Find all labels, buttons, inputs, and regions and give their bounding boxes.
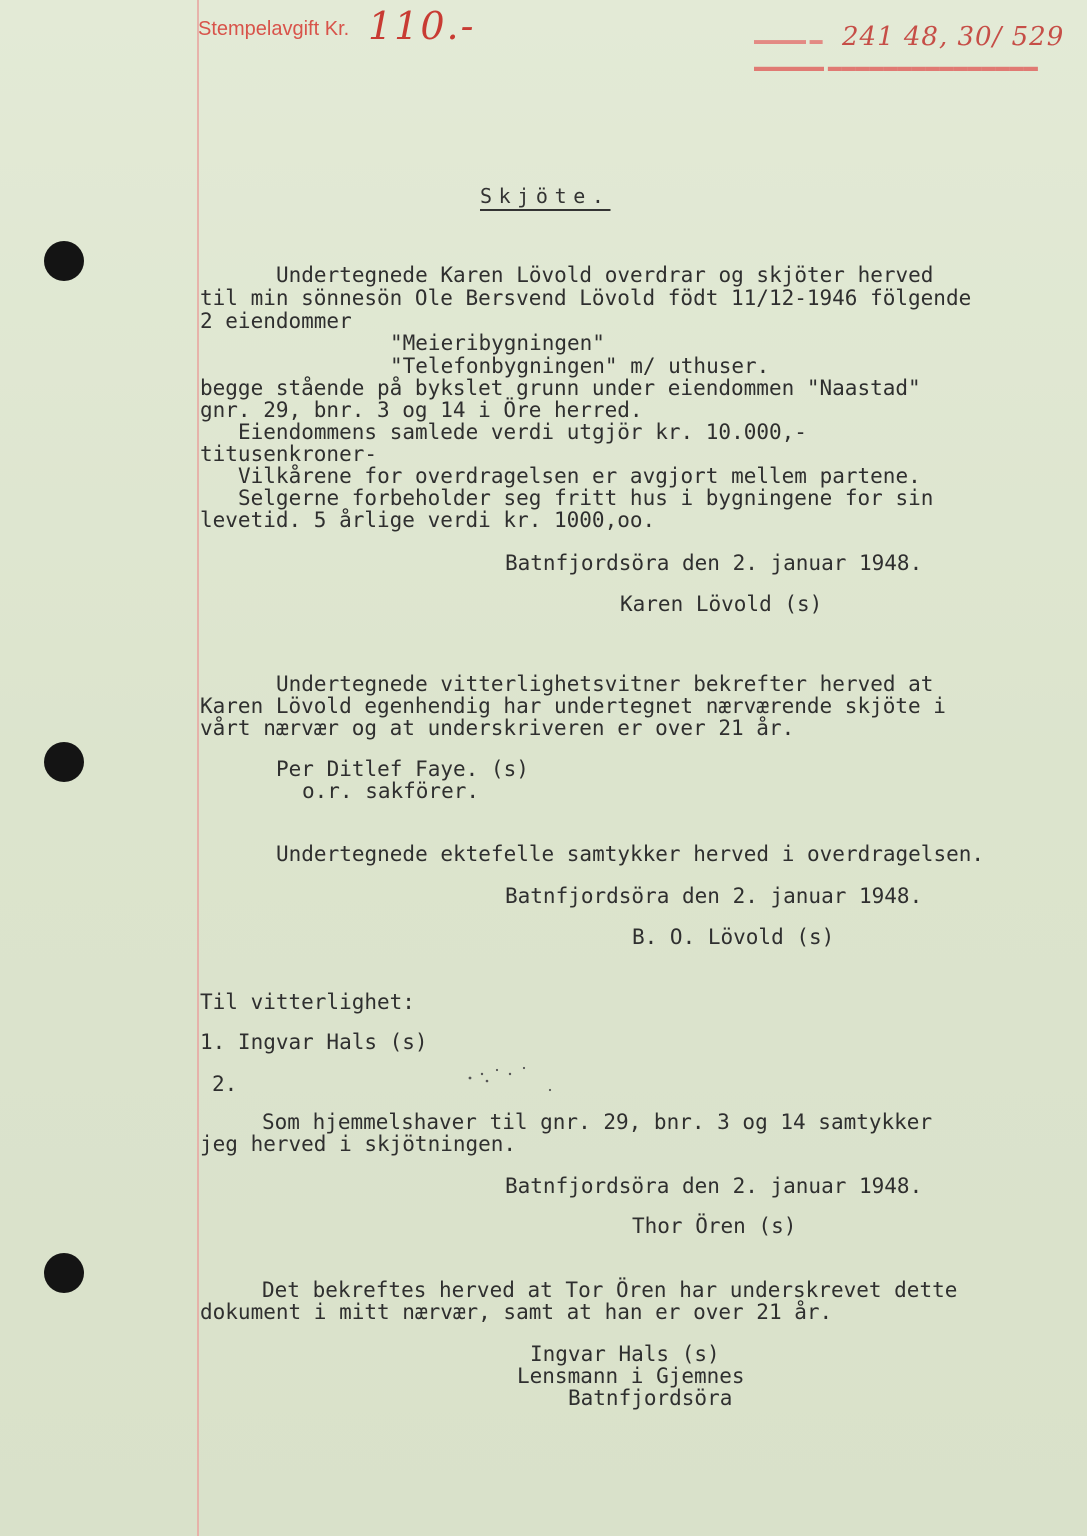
document-title: Skjöte.: [480, 184, 611, 208]
margin-line: [197, 0, 199, 1536]
text-line: Undertegnede Karen Lövold overdrar og skjöter herved: [276, 263, 934, 287]
date-line: Batnfjordsöra den 2. januar 1948.: [505, 551, 923, 575]
text-line: Eiendommens samlede verdi utgjör kr. 10.000,-: [238, 420, 807, 444]
registry-stamp-prefix: ▬▬▬▬ ▬: [754, 32, 823, 47]
registry-number: 241 48, 30/ 529: [842, 22, 1065, 52]
signature-line: Ingvar Hals (s): [530, 1342, 720, 1366]
text-line: dokument i mitt nærvær, samt at han er over 21 år.: [200, 1300, 833, 1324]
text-line: vårt nærvær og at underskriveren er over 21 år.: [200, 716, 795, 740]
registry-office-stamp: ▬▬▬▬▬ ▬▬▬▬▬▬▬▬▬▬▬▬▬▬▬: [754, 58, 1038, 74]
text-line: Karen Lövold egenhendig har undertegnet nærværende skjöte i: [200, 694, 946, 718]
text-line: Til vitterlighet:: [200, 990, 415, 1014]
text-line: Vilkårene for overdragelsen er avgjort mellem partene.: [238, 464, 921, 488]
date-line: Batnfjordsöra den 2. januar 1948.: [505, 884, 923, 908]
text-line: "Meieribygningen": [390, 331, 605, 355]
ink-speck-marks: [462, 1064, 552, 1094]
text-line: o.r. sakförer.: [302, 779, 480, 803]
stamp-duty-amount: 110.-: [368, 4, 476, 48]
text-line: levetid. 5 årlige verdi kr. 1000,oo.: [200, 508, 656, 532]
text-line: 2 eiendommer: [200, 309, 352, 333]
text-line: Selgerne forbeholder seg fritt hus i bygningene for sin: [238, 486, 934, 510]
text-line: titusenkroner-: [200, 442, 378, 466]
text-line: Det bekreftes herved at Tor Ören har underskrevet dette: [262, 1278, 958, 1302]
date-line: Batnfjordsöra den 2. januar 1948.: [505, 1174, 923, 1198]
punch-hole-bottom: [44, 1253, 84, 1293]
text-line: Som hjemmelshaver til gnr. 29, bnr. 3 og 14 samtykker: [262, 1110, 933, 1134]
text-line: jeg herved i skjötningen.: [200, 1132, 517, 1156]
signature-line: 1. Ingvar Hals (s): [200, 1030, 428, 1054]
text-line: gnr. 29, bnr. 3 og 14 i Öre herred.: [200, 398, 643, 422]
text-line: Batnfjordsöra: [568, 1386, 733, 1410]
punch-hole-top: [44, 241, 84, 281]
signature-line: Per Ditlef Faye. (s): [276, 757, 529, 781]
signature-line: B. O. Lövold (s): [632, 925, 835, 949]
stamp-duty-label: Stempelavgift Kr.: [198, 18, 350, 40]
signature-line: Karen Lövold (s): [620, 592, 823, 616]
text-line: begge stående på bykslet grunn under eiendommen "Naastad": [200, 376, 921, 400]
signature-line: Thor Ören (s): [632, 1214, 797, 1238]
text-line: Undertegnede vitterlighetsvitner bekrefter herved at: [276, 672, 934, 696]
text-line: Undertegnede ektefelle samtykker herved i overdragelsen.: [276, 842, 985, 866]
text-line: Lensmann i Gjemnes: [517, 1364, 745, 1388]
punch-hole-middle: [44, 742, 84, 782]
text-line: til min sönnesön Ole Bersvend Lövold födt 11/12-1946 fölgende: [200, 286, 972, 310]
text-line: "Telefonbygningen" m/ uthuser.: [390, 354, 770, 378]
text-line: 2.: [212, 1072, 238, 1096]
